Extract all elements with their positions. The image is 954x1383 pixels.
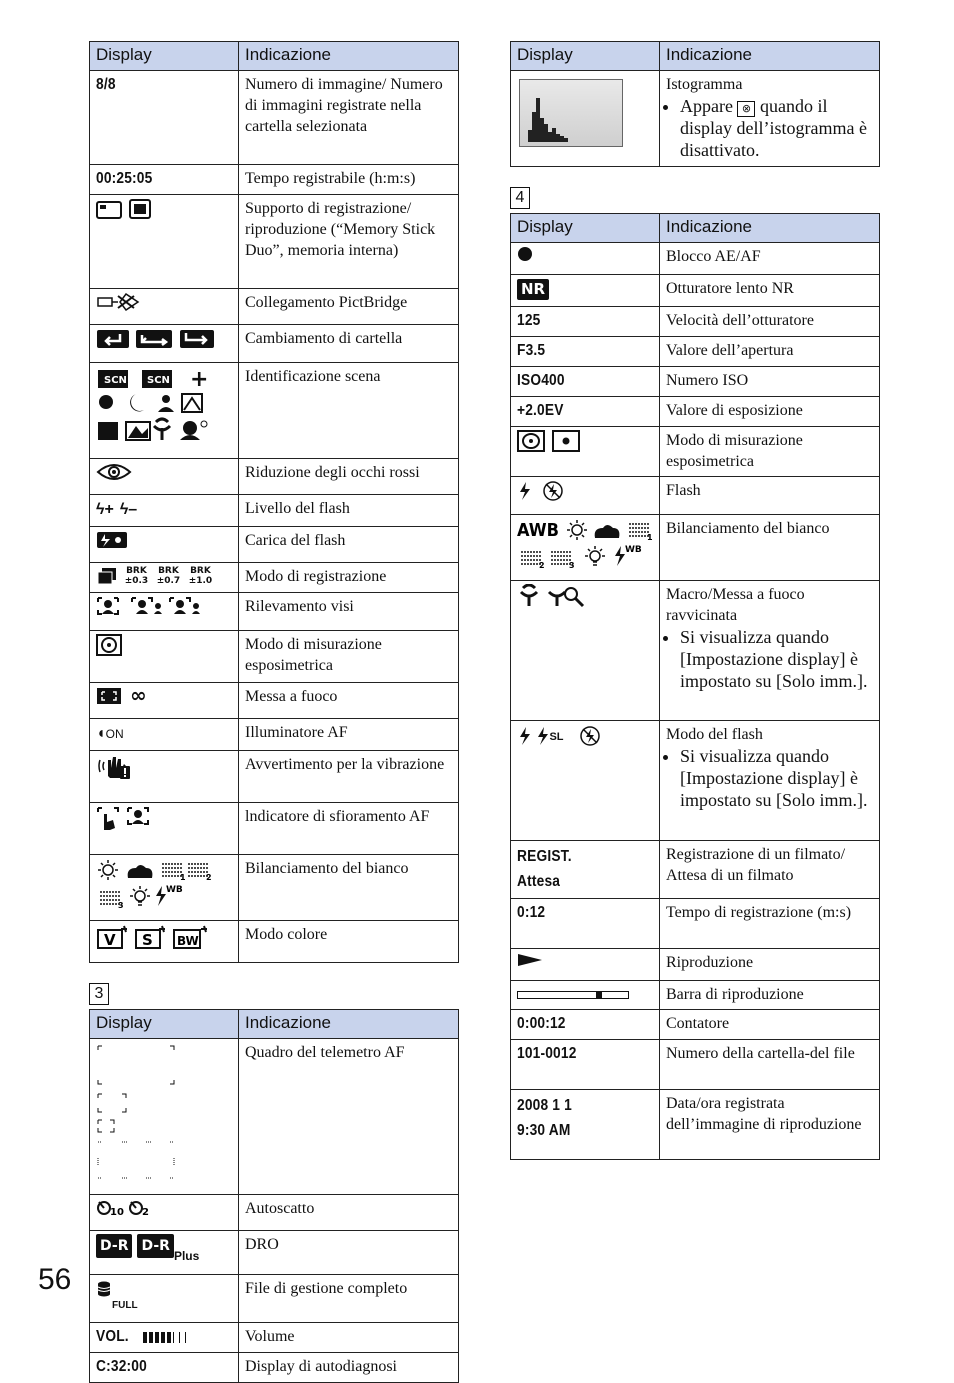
table-row: 10 2 Autoscatto	[90, 1195, 459, 1231]
svg-text:WB: WB	[625, 545, 642, 555]
play-icon	[511, 949, 660, 981]
table-row: SL Modo del flash • Si visualizza quando [Impostazione display] è impostato su [Solo imm.].	[511, 721, 880, 841]
drive-mode-icon: BRK ±0.3BRK ±0.7BRK ±1.0	[90, 563, 239, 593]
col-header-display: Display	[90, 1010, 239, 1039]
section-4-table	[510, 213, 880, 1160]
svg-text:3: 3	[569, 561, 575, 568]
table-row: Cambiamento di cartella	[90, 325, 459, 363]
folder-change-icon	[90, 325, 239, 363]
table-row: 101-0012 Numero della cartella-del file	[511, 1040, 880, 1090]
table-row: VOL. Volume	[90, 1323, 459, 1353]
svg-text:1: 1	[647, 533, 653, 542]
table-row: Collegamento PictBridge	[90, 289, 459, 325]
table-row: lndicatore di sfioramento AF	[90, 803, 459, 855]
table-row: Istogramma • Appare ⊗ quando il display dell’istogramma è disattivato.	[511, 71, 880, 167]
svg-text:10: 10	[110, 1207, 124, 1219]
svg-text:∞: ∞	[130, 686, 147, 707]
table-row: NR Otturatore lento NR	[511, 275, 880, 307]
svg-text:WB: WB	[166, 885, 183, 896]
svg-text:+: +	[190, 367, 209, 392]
svg-text:1: 1	[180, 873, 186, 883]
table-row: +2.0EV Valore di esposizione	[511, 397, 880, 427]
scene-icons	[90, 363, 239, 459]
table-row: Rilevamento visi	[90, 593, 459, 631]
col-header-indication: Indicazione	[660, 214, 880, 243]
svg-text:BW: BW	[177, 934, 199, 949]
col-header-display: Display	[511, 214, 660, 243]
red-eye-icon	[90, 459, 239, 495]
face-detection-icon	[90, 593, 239, 631]
svg-text:V: V	[104, 931, 116, 950]
table-row: ISO400 Numero ISO	[511, 367, 880, 397]
table-row: Avvertimento per la vibrazione	[90, 751, 459, 803]
col-header-indication: Indicazione	[239, 1010, 459, 1039]
col-header-indication: Indicazione	[660, 42, 880, 71]
self-timer-icon	[90, 1195, 239, 1231]
table-row: 0:12 Tempo di registrazione (m:s)	[511, 899, 880, 949]
file-full-icon: FULL	[90, 1275, 239, 1323]
table-row: 00:25:05 Tempo registrabile (h:m:s)	[90, 165, 459, 195]
af-range-finder-frames	[90, 1039, 239, 1195]
right-column	[510, 41, 880, 1160]
focus-icon	[90, 683, 239, 719]
table-row: REGIST. Attesa Registrazione di un filmato/ Attesa di un filmato	[511, 841, 880, 899]
white-balance-icon	[511, 515, 660, 581]
af-illuminator-icon: ◖ON	[90, 719, 239, 751]
table-row: D-R $D-R_{Plus}$ DRO	[90, 1231, 459, 1275]
svg-text:2: 2	[206, 873, 212, 883]
table-row: Carica del flash	[90, 527, 459, 563]
svg-text:2: 2	[142, 1207, 149, 1219]
table-row: Blocco AE/AF	[511, 243, 880, 275]
table-row: $_{FULL}$ File di gestione completo	[90, 1275, 459, 1323]
flash-level-icon: ϟ+ ϟ–	[90, 495, 239, 527]
svg-text:AWB: AWB	[517, 520, 559, 542]
svg-text:S: S	[142, 931, 153, 950]
playback-bar	[511, 981, 660, 1010]
white-balance-icon	[90, 855, 239, 921]
histogram-table	[510, 41, 880, 167]
table-row: Supporto di registrazione/ riproduzione (“Memory Stick Duo”, memoria interna)	[90, 195, 459, 289]
flash-mode-icon: SL	[511, 721, 660, 841]
metering-icon	[511, 427, 660, 477]
table-row: ◖ON Illuminatore AF	[90, 719, 459, 751]
section-3-table	[89, 1009, 459, 1383]
table-row: Modo di misurazione esposimetrica	[511, 427, 880, 477]
table-row: Riproduzione	[511, 949, 880, 981]
touch-af-icon	[90, 803, 239, 855]
svg-text:SCN: SCN	[147, 375, 170, 386]
left-column	[89, 41, 459, 1383]
svg-text:2: 2	[539, 561, 545, 568]
dro-icon: D-R $D-R_{Plus}$	[90, 1231, 239, 1275]
col-header-display: Display	[511, 42, 660, 71]
page-number: 56	[38, 1263, 72, 1296]
macro-icon	[511, 581, 660, 721]
table-row: Macro/Messa a fuoco ravvicinata • Si visualizza quando [Impostazione display] è impostato su [Solo imm.].	[511, 581, 880, 721]
table-row: 0:00:12 Contatore	[511, 1010, 880, 1040]
volume-bars	[143, 1328, 191, 1345]
section-4-marker: 4	[510, 187, 880, 209]
left-display-table	[89, 41, 459, 963]
table-row: 1 2 3 WB Bilanciamento del bianco	[90, 855, 459, 921]
table-row: AWB 1 2 3 WB Bilanciamento del bianco	[511, 515, 880, 581]
histogram-thumbnail	[511, 71, 660, 167]
table-row: 8/8 Numero di immagine/ Numero di immagini registrate nella cartella selezionata	[90, 71, 459, 165]
table-row: SCN SCN + Identificazione scena	[90, 363, 459, 459]
shake-warning-icon	[90, 751, 239, 803]
table-row: V S BW Modo colore	[90, 921, 459, 963]
table-row: ϟ+ ϟ– Livello del flash	[90, 495, 459, 527]
media-icon	[90, 195, 239, 289]
nr-icon: NR	[511, 275, 660, 307]
section-3-marker: 3	[89, 983, 459, 1005]
flash-icon	[511, 477, 660, 515]
table-row: 125 Velocità dell’otturatore	[511, 307, 880, 337]
col-header-indication: Indicazione	[239, 42, 459, 71]
col-header-display: Display	[90, 42, 239, 71]
metering-icon	[90, 631, 239, 683]
table-row: F3.5 Valore dell’apertura	[511, 337, 880, 367]
table-row: Riduzione degli occhi rossi	[90, 459, 459, 495]
table-row: Barra di riproduzione	[511, 981, 880, 1010]
flash-charge-icon	[90, 527, 239, 563]
table-row: Flash	[511, 477, 880, 515]
table-row: Quadro del telemetro AF	[90, 1039, 459, 1195]
color-mode-icon	[90, 921, 239, 963]
table-row: Modo di misurazione esposimetrica	[90, 631, 459, 683]
display-button-icon: ⊗	[737, 101, 755, 117]
table-row: 2008 1 1 9:30 AM Data/ora registrata dell’immagine di riproduzione	[511, 1090, 880, 1160]
table-row: ∞ Messa a fuoco	[90, 683, 459, 719]
table-row: C:32:00 Display di autodiagnosi	[90, 1353, 459, 1383]
svg-text:3: 3	[118, 901, 124, 909]
pictbridge-icon	[90, 289, 239, 325]
svg-text:SCN: SCN	[104, 375, 127, 386]
table-row: BRK ±0.3BRK ±0.7BRK ±1.0 Modo di registrazione	[90, 563, 459, 593]
ae-af-lock-icon	[511, 243, 660, 275]
